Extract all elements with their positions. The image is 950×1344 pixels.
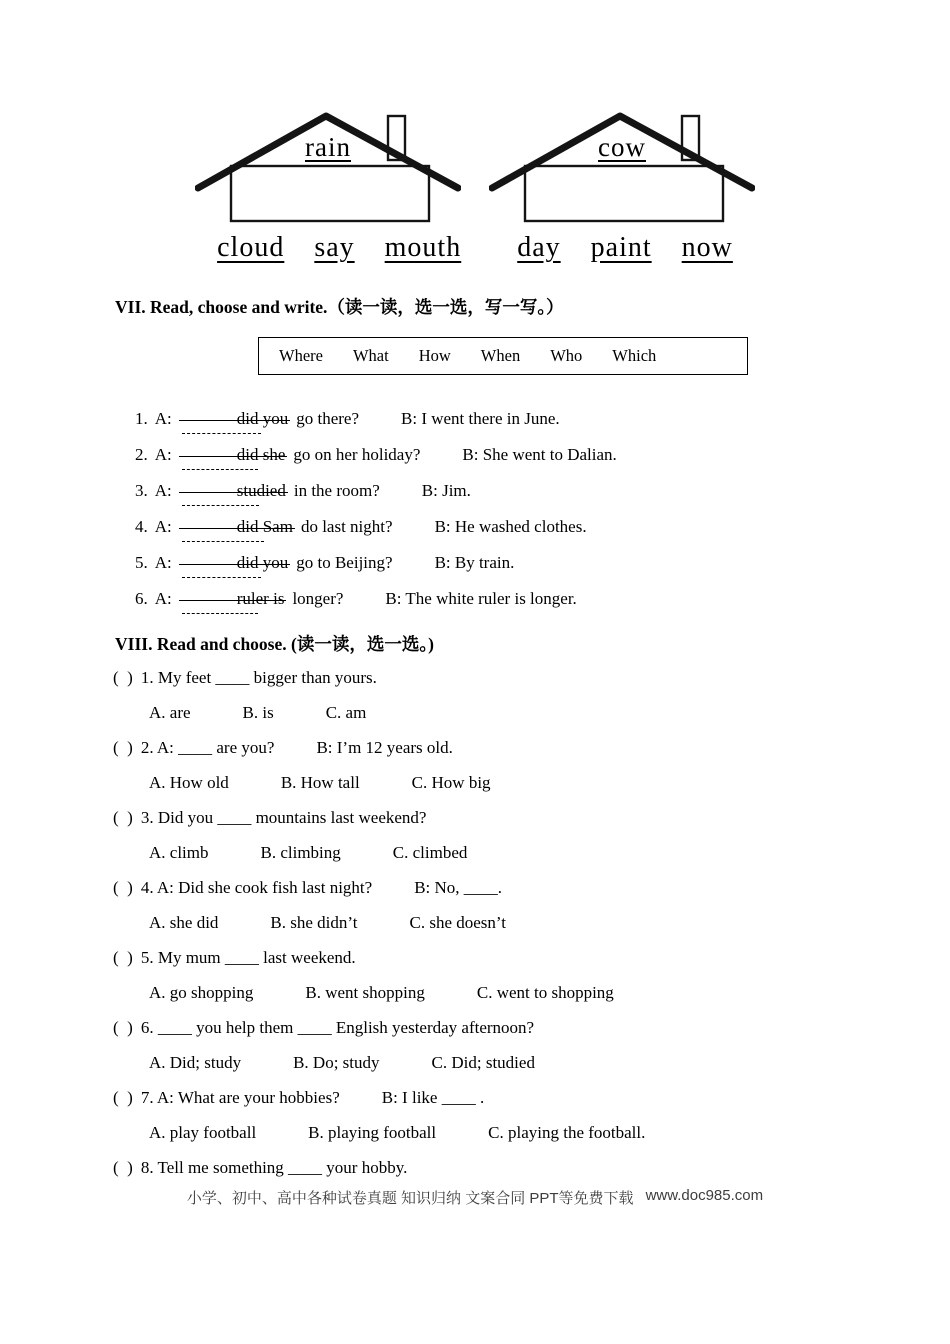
question-hint-text: ruler is	[236, 589, 285, 608]
answer-parentheses: ( )	[113, 737, 133, 757]
question-hint-text: did you	[236, 409, 289, 428]
answer-parentheses: ( )	[113, 807, 133, 827]
question-text: 4. A: Did she cook fish last night?	[140, 877, 373, 897]
options-row	[113, 1115, 950, 1150]
answer-blank	[182, 553, 288, 573]
option-c: C. she doesn’t	[409, 912, 506, 932]
options-row	[113, 975, 950, 1010]
house-outline-icon	[489, 108, 755, 226]
word-bank-word: When	[480, 346, 521, 365]
vii-question-row	[135, 401, 950, 437]
vii-question-row	[135, 509, 950, 545]
option-b: B. playing football	[308, 1122, 437, 1142]
option-a: A. play football	[149, 1122, 257, 1142]
speaker-b-response: B: The white ruler is longer.	[385, 589, 577, 608]
speaker-a-label: A:	[154, 445, 172, 464]
option-c: C. am	[325, 702, 367, 722]
sort-word: cloud	[217, 232, 285, 263]
speaker-b-response: B: By train.	[434, 553, 515, 572]
question-tail: go to Beijing?	[296, 553, 393, 572]
speaker-a-label: A:	[154, 481, 172, 500]
house-word-rain: rain	[305, 132, 351, 162]
viii-question-row	[113, 1150, 950, 1185]
question-hint-text: did you	[236, 553, 289, 572]
vii-question-row	[135, 473, 950, 509]
word-bank-box	[258, 337, 748, 375]
question-number: 4.	[135, 517, 148, 536]
answer-blank	[182, 445, 286, 465]
viii-question-row	[113, 660, 950, 695]
question-text: 5. My mum ____ last weekend.	[140, 947, 356, 967]
question-text: 6. ____ you help them ____ English yesterday afternoon?	[140, 1017, 535, 1037]
sort-word: day	[517, 232, 561, 263]
question-text: 3. Did you ____ mountains last weekend?	[140, 807, 427, 827]
sort-word: say	[314, 232, 355, 263]
answer-parentheses: ( )	[113, 667, 133, 687]
question-hint-text: did Sam	[236, 517, 293, 536]
speaker-a-label: A:	[154, 589, 172, 608]
answer-blank	[182, 517, 293, 537]
sort-word: paint	[590, 232, 652, 263]
houses-exercise	[0, 108, 950, 226]
word-bank-word: Who	[550, 346, 583, 365]
option-a: A. she did	[149, 912, 219, 932]
option-b: B. is	[242, 702, 274, 722]
options-row	[113, 765, 950, 800]
sort-words-row	[0, 232, 950, 264]
footer-url: www.doc985.com	[645, 1187, 764, 1204]
speaker-b-response: B: Jim.	[421, 481, 471, 500]
question-number: 5.	[135, 553, 148, 572]
word-bank-word: What	[352, 346, 389, 365]
option-c: C. playing the football.	[488, 1122, 646, 1142]
speaker-b-response: B: I went there in June.	[401, 409, 560, 428]
options-row	[113, 905, 950, 940]
question-text: 7. A: What are your hobbies?	[140, 1087, 340, 1107]
question-number: 1.	[135, 409, 148, 428]
house-cow	[489, 108, 755, 226]
speaker-b-response: B: She went to Dalian.	[462, 445, 617, 464]
option-a: A. Did; study	[149, 1052, 242, 1072]
option-a: A. are	[149, 702, 191, 722]
speaker-b-response: B: No, ____.	[414, 877, 503, 897]
section-viii-title: VIII. Read and choose. (读一读，选一选。)	[115, 634, 434, 654]
option-a: A. go shopping	[149, 982, 254, 1002]
vii-question-row	[135, 545, 950, 581]
question-number: 3.	[135, 481, 148, 500]
sort-word: now	[681, 232, 733, 263]
answer-blank	[182, 481, 286, 501]
viii-question-row	[113, 870, 950, 905]
viii-question-row	[113, 1010, 950, 1045]
option-b: B. How tall	[280, 772, 360, 792]
answer-blank	[182, 409, 288, 429]
answer-parentheses: ( )	[113, 877, 133, 897]
speaker-a-label: A:	[154, 409, 172, 428]
option-c: C. Did; studied	[431, 1052, 535, 1072]
option-c: C. How big	[411, 772, 491, 792]
question-text: 1. My feet ____ bigger than yours.	[140, 667, 377, 687]
speaker-b-response: B: I like ____ .	[381, 1087, 485, 1107]
page-footer	[0, 1187, 950, 1208]
section-vii-title: VII. Read, choose and write.（读一读，选一选，写一写。）	[115, 297, 564, 317]
sort-word: mouth	[384, 232, 462, 263]
option-b: B. climbing	[260, 842, 341, 862]
question-text: 8. Tell me something ____ your hobby.	[140, 1157, 408, 1177]
option-a: A. climb	[149, 842, 209, 862]
answer-parentheses: ( )	[113, 1157, 133, 1177]
speaker-a-label: A:	[154, 553, 172, 572]
word-bank-word: Which	[612, 346, 657, 365]
options-row	[113, 835, 950, 870]
house-rain	[195, 108, 461, 226]
answer-parentheses: ( )	[113, 1017, 133, 1037]
question-tail: longer?	[292, 589, 344, 608]
vii-question-row	[135, 437, 950, 473]
option-a: A. How old	[149, 772, 229, 792]
option-b: B. went shopping	[305, 982, 425, 1002]
answer-blank	[182, 589, 285, 609]
option-c: C. climbed	[392, 842, 468, 862]
viii-question-row	[113, 1080, 950, 1115]
options-row	[113, 1045, 950, 1080]
word-bank-word: How	[418, 346, 451, 365]
option-b: B. she didn’t	[270, 912, 358, 932]
option-c: C. went to shopping	[476, 982, 614, 1002]
section-vii-questions	[135, 401, 950, 617]
speaker-b-response: B: He washed clothes.	[434, 517, 587, 536]
question-number: 2.	[135, 445, 148, 464]
vii-question-row	[135, 581, 950, 617]
section-viii-questions	[113, 660, 950, 1185]
question-tail: go on her holiday?	[293, 445, 421, 464]
answer-parentheses: ( )	[113, 947, 133, 967]
options-row	[113, 695, 950, 730]
footer-text: 小学、初中、高中各种试卷真题 知识归纳 文案合同 PPT等免费下载	[186, 1190, 634, 1207]
viii-question-row	[113, 940, 950, 975]
answer-parentheses: ( )	[113, 1087, 133, 1107]
viii-question-row	[113, 730, 950, 765]
question-hint-text: did she	[236, 445, 286, 464]
question-tail: in the room?	[293, 481, 380, 500]
viii-question-row	[113, 800, 950, 835]
question-tail: go there?	[296, 409, 360, 428]
question-hint-text: studied	[236, 481, 286, 500]
option-b: B. Do; study	[293, 1052, 380, 1072]
house-word-cow: cow	[598, 132, 646, 162]
word-bank-word: Where	[279, 346, 323, 365]
question-tail: do last night?	[300, 517, 393, 536]
speaker-a-label: A:	[154, 517, 172, 536]
question-number: 6.	[135, 589, 148, 608]
question-text: 2. A: ____ are you?	[140, 737, 275, 757]
speaker-b-response: B: I’m 12 years old.	[316, 737, 453, 757]
house-outline-icon	[195, 108, 461, 226]
